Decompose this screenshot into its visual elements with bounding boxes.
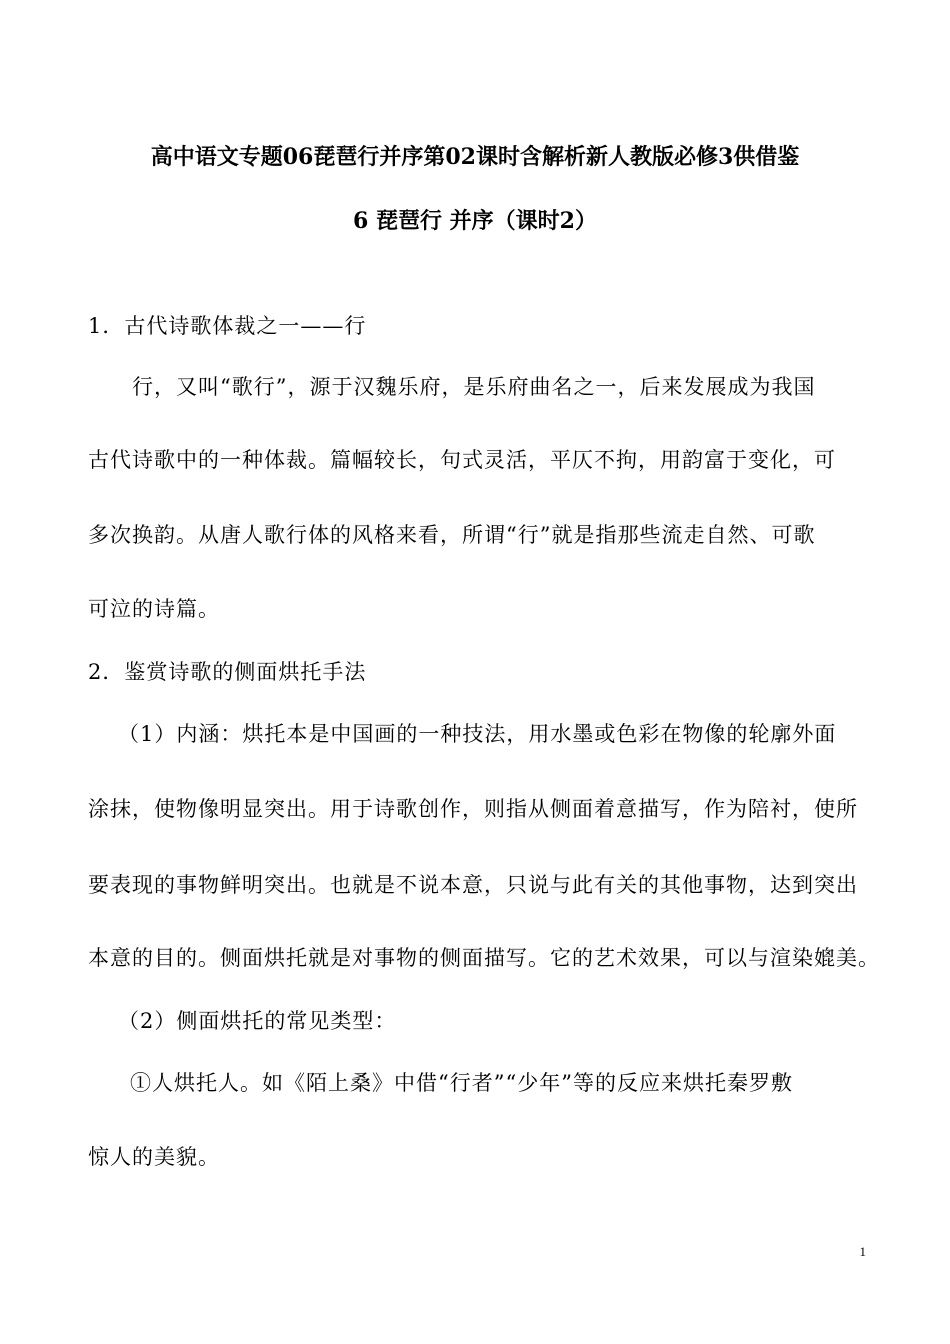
- section-1-line: 古代诗歌中的一种体裁。篇幅较长，句式灵活，平仄不拘，用韵富于变化，可: [88, 448, 836, 472]
- section-2-line: ①人烘托人。如《陌上桑》中借“行者”“少年”等的反应来烘托秦罗敷: [130, 1071, 793, 1095]
- section-2-line: （2）侧面烘托的常见类型：: [118, 1009, 397, 1033]
- section-1-line: 多次换韵。从唐人歌行体的风格来看，所谓“行”就是指那些流走自然、可歌: [88, 523, 816, 547]
- document-subtitle: 6 琵琶行 并序（课时2）: [353, 208, 597, 234]
- section-2-line: （1）内涵：烘托本是中国画的一种技法，用水墨或色彩在物像的轮廓外面: [118, 722, 837, 746]
- section-1-heading: 1．古代诗歌体裁之一——行: [88, 314, 367, 338]
- section-2-line: 要表现的事物鲜明突出。也就是不说本意，只说与此有关的其他事物，达到突出: [88, 873, 858, 897]
- section-2-line: 惊人的美貌。: [88, 1145, 220, 1169]
- section-1-line: 行，又叫“歌行”，源于汉魏乐府，是乐府曲名之一，后来发展成为我国: [132, 375, 816, 399]
- page-number: 1: [859, 1244, 866, 1259]
- section-2-heading: 2．鉴赏诗歌的侧面烘托手法: [88, 660, 367, 684]
- section-2-line: 涂抹，使物像明显突出。用于诗歌创作，则指从侧面着意描写，作为陪衬，使所: [88, 797, 858, 821]
- section-1-line: 可泣的诗篇。: [88, 597, 220, 621]
- section-2-line: 本意的目的。侧面烘托就是对事物的侧面描写。它的艺术效果，可以与渲染媲美。: [88, 946, 880, 970]
- document-title: 高中语文专题06琵琶行并序第02课时含解析新人教版必修3供借鉴: [150, 144, 800, 170]
